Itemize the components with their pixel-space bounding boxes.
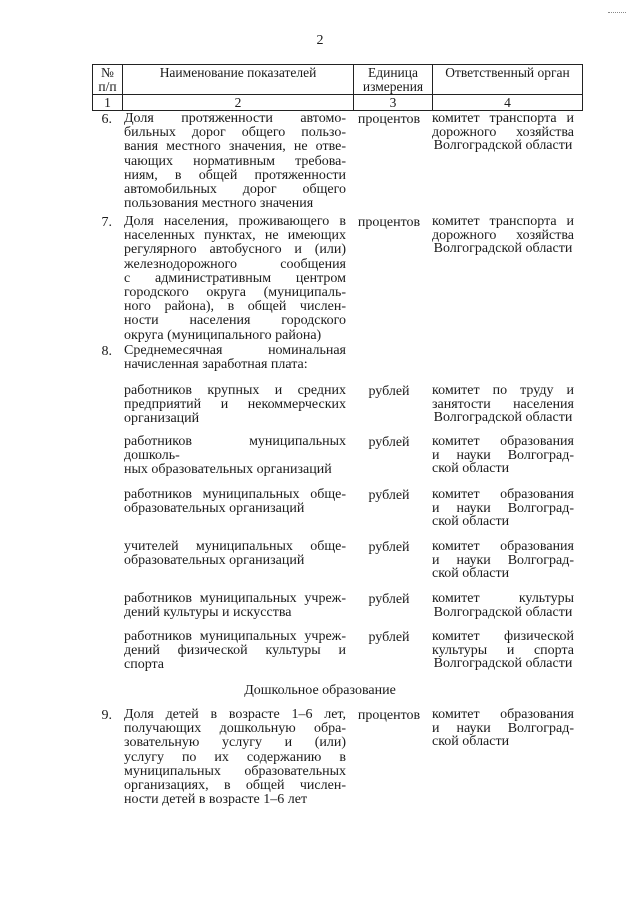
responsible-body: комитет образования и науки Волгоград- ской области [432,707,574,749]
header-index-1: 1 [93,95,123,111]
header-index-3: 3 [354,95,433,111]
unit: рублей [368,384,410,399]
responsible-body: комитет транспорта и дорожного хозяйства Волгоградской области [432,111,574,153]
header-col-num: № п/п [93,65,123,95]
header-index-2: 2 [123,95,354,111]
unit: рублей [368,435,410,450]
responsible-body: комитет транспорта и дорожного хозяйства Волгоградской области [432,214,574,256]
unit: процентов [357,708,421,723]
indicator-subitem: учителей муниципальных обще- образовательных организаций [124,539,346,569]
indicator-name: Доля детей в возрасте 1–6 лет, получающих дошкольную обра- зовательную услугу и (или) услугу по их содержанию в муниципальных образовательных организациях, в общей числен- ности детей в возрасте 1–6 лет [124,707,346,808]
indicator-subitem: работников муниципальных учреж- дений физической культуры и спорта [124,629,346,673]
responsible-body: комитет образования и науки Волгоград- ской области [432,434,574,476]
page-number: 2 [316,33,324,48]
indicator-subitem: работников крупных и средних предприятий и некоммерческих организаций [124,383,346,427]
unit: рублей [368,540,410,555]
responsible-body: комитет образования и науки Волгоград- ской области [432,539,574,581]
indicator-subitem: работников муниципальных учреж- дений культуры и искусства [124,591,346,621]
unit: рублей [368,488,410,503]
header-index-4: 4 [433,95,583,111]
unit: рублей [368,630,410,645]
responsible-body: комитет физической культуры и спорта Волгоградской области [432,629,574,671]
header-col-org: Ответственный орган [433,65,583,95]
table-header [92,64,583,111]
indicator-name: Доля населения, проживающего в населенных пунктах, не имеющих регулярного автобусного и (или) железнодорожного сообщения с административным центром городского округа (муниципаль- ного района), в общей числен- ности населения городского округа (муниципального района) [124,214,346,343]
header-col-unit: Единица измерения [354,65,433,95]
unit: рублей [368,592,410,607]
indicator-name: Доля протяженности автомо- бильных дорог общего пользо- вания местного значения, не отве- чающих нормативным требова- ниям, в общей протяженности автомобильных дорог общего пользования местного значения [124,111,346,212]
row-number: 9. [101,708,112,723]
indicator-subitem: работников муниципальных дошколь- ных образовательных организаций [124,434,346,478]
section-title: Дошкольное образование [244,683,396,698]
indicator-name: Среднемесячная номинальная начисленная заработная плата: [124,343,346,373]
indicator-subitem: работников муниципальных обще- образовательных организаций [124,487,346,517]
responsible-body: комитет культуры Волгоградской области [432,591,574,620]
row-number: 8. [101,344,112,359]
responsible-body: комитет образования и науки Волгоград- ской области [432,487,574,529]
row-number: 6. [101,112,112,127]
row-number: 7. [101,215,112,230]
unit: процентов [357,215,421,230]
responsible-body: комитет по труду и занятости населения Волгоградской области [432,383,574,425]
corner-mark [608,0,626,13]
unit: процентов [357,112,421,127]
header-col-name: Наименование показателей [123,65,354,95]
